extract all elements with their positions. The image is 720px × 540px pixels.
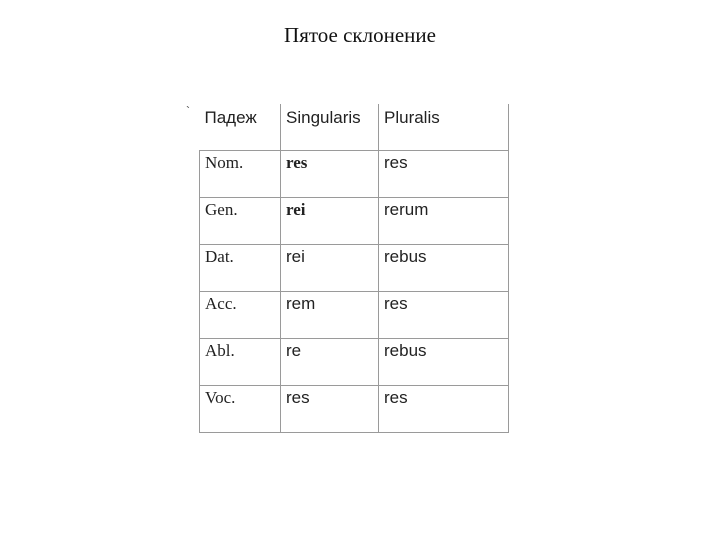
case-label: Voc. [205, 388, 236, 407]
singular-cell [281, 292, 379, 339]
table-row [200, 198, 509, 245]
case-label: Abl. [205, 341, 235, 360]
case-cell [200, 339, 281, 386]
case-cell [200, 198, 281, 245]
table-row [200, 386, 509, 433]
singular-form: res [286, 388, 310, 407]
slide-title: Пятое склонение [284, 23, 436, 47]
case-label: Gen. [205, 200, 238, 219]
singular-cell [281, 245, 379, 292]
plural-cell [379, 339, 509, 386]
singular-form: rem [286, 294, 316, 313]
table-row [200, 151, 509, 198]
plural-cell [379, 245, 509, 292]
plural-form: rebus [384, 341, 427, 360]
header-singularis-label: Singularis [286, 108, 361, 127]
plural-form: res [384, 388, 408, 407]
table-row [200, 245, 509, 292]
case-label: Dat. [205, 247, 234, 266]
plural-cell [379, 151, 509, 198]
plural-form: rebus [384, 247, 427, 266]
header-case-label: Падеж [204, 108, 257, 127]
case-cell [200, 386, 281, 433]
singular-cell [281, 151, 379, 198]
plural-cell [379, 386, 509, 433]
header-pluralis [379, 104, 509, 151]
plural-form: res [384, 153, 408, 172]
singular-form: res [286, 153, 308, 172]
header-case [200, 104, 281, 151]
case-label: Acc. [205, 294, 237, 313]
plural-cell [379, 292, 509, 339]
table-row [200, 339, 509, 386]
table-header-row [200, 104, 509, 151]
declension-table [199, 104, 509, 433]
singular-form: re [286, 341, 302, 360]
table-row [200, 292, 509, 339]
plural-form: res [384, 294, 408, 313]
singular-cell [281, 339, 379, 386]
singular-cell [281, 386, 379, 433]
case-label: Nom. [205, 153, 244, 172]
case-cell [200, 292, 281, 339]
plural-form: rerum [384, 200, 429, 219]
header-pluralis-label: Pluralis [384, 108, 440, 127]
singular-form: rei [286, 247, 305, 266]
singular-cell [281, 198, 379, 245]
header-singularis [281, 104, 379, 151]
case-cell [200, 151, 281, 198]
case-cell [200, 245, 281, 292]
stray-mark: ` [186, 104, 190, 118]
plural-cell [379, 198, 509, 245]
singular-form: rei [286, 200, 306, 219]
